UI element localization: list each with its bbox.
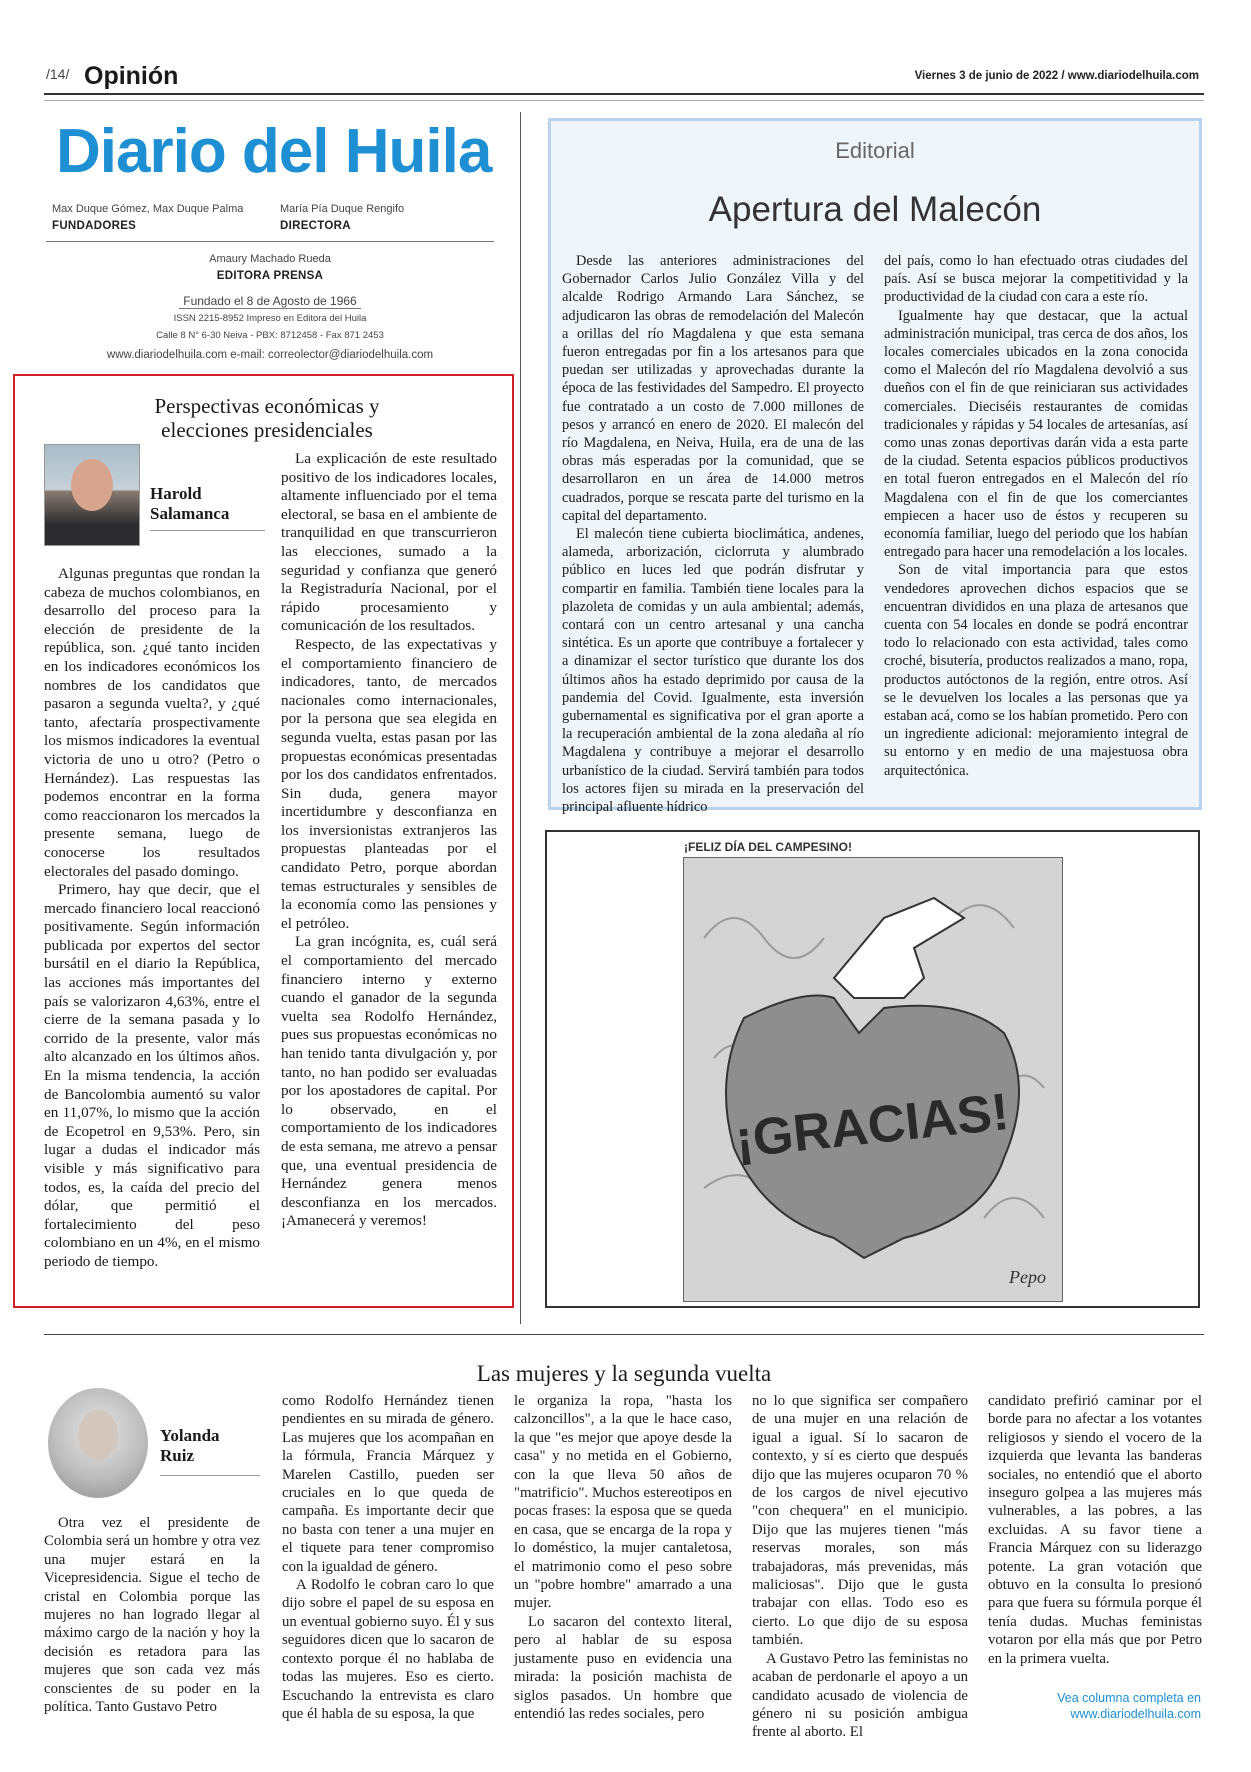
column2-col1 <box>44 1514 260 1716</box>
address-line: Calle 8 N° 6-30 Neiva - PBX: 8712458 - Fax 871 2453 <box>156 330 384 341</box>
author-last: Salamanca <box>150 504 230 523</box>
contact-line: www.diariodelhuila.com e-mail: correolector@diariodelhuila.com <box>106 349 434 361</box>
cartoon-signature: Pepo <box>1009 1267 1046 1287</box>
paragraph: Desde las anteriores administraciones del Gobernador Carlos Julio González Villa y del alcalde Rodrigo Armando Lara Sánchez, se adjudicaron las obras de remodelación del Malecón a orillas del río Magdalena y que esta semana fueron entregadas por fin a los artesanos para que puedan ser utilizadas y aprovechadas durante la época de las festividades del Sampedro. El proyecto fue contratado a un costo de 7.000 millones de pesos y arrancó en enero de 2020. El malecón del río Magdalena, en Neiva, Huila, era de una de las obras más esperadas por la comunidad, que se desarrollaron en un área de 14.000 metros cuadrados, porque se rescata parte del turismo en la capital del departamento. <box>562 253 864 524</box>
column2-title: Las mujeres y la segunda vuelta <box>476 1361 772 1386</box>
founders-names: Max Duque Gómez, Max Duque Palma <box>52 203 244 215</box>
page-number: /14/ <box>46 66 70 82</box>
paragraph: candidato prefirió caminar por el borde para no afectar a los votantes religiosos y siendo el vocero de la izquierda que levanta las banderas sociales, no entendió que el aborto inseguro golpea a las mujeres más vulnerables, a las pobres, a las excluidas. A su favor tiene a Francia Márquez con su liderazgo potente. La gran votación que obtuvo en la consulta lo presionó para que fuera su fórmula porque él tenía dudas. Muchas feministas votaron por ella más que por Petro en la primera vuelta. <box>988 1393 1202 1667</box>
paragraph: no lo que significa ser compañero de una mujer en una relación de igual a igual. Sí lo sacaron de contexto, y sí es cierto que después dijo que las mujeres ocuparon 70 % de los cargos de nivel ejecutivo "con chequera" en el municipio. Dijo que las mujeres tienen "más reservas morales, son más trabajadoras, más prevenidas, más maliciosas". Dijo que le gusta trabajar con ellas. Todo eso es cierto. Lo que dijo de su esposa también. <box>752 1393 968 1649</box>
paragraph: A Rodolfo le cobran caro lo que dijo sobre el papel de su esposa en un eventual gobierno suyo. Él y sus seguidores dicen que lo sacaron de contexto porque él no hablaba de todas las mujeres. Eso es cierto. Escuchando la entrevista es claro que él habla de su esposa, la que <box>282 1577 494 1722</box>
editorial-title: Apertura del Malecón <box>708 190 1042 229</box>
paragraph: como Rodolfo Hernández tienen pendientes en su mirada de género. Las mujeres que los acompañan en la fórmula, Francia Márquez y Marelen Castillo, pueden ser cruciales en lo que queda de campaña. Es importante decir que no basta con tener a una mujer en el tiquete para tener compromiso con la igualdad de género. <box>282 1393 494 1575</box>
section-title: Opinión <box>84 62 179 90</box>
column2-col3 <box>514 1392 732 1723</box>
paragraph: Respecto, de las expectativas y el comportamiento financiero de indicadores, tanto, de mercados nacionales como internacionales, por la persona que sea elegida en segunda vuelta, estas pasan por las propuestas económicas presentadas por los dos candidatos enfrentados. Sin duda, genera mayor incertidumbre y desconfianza en los inversionistas extranjeros las propuestas planteadas por el candidato Petro, porque abordan temas estructurales y sensibles de la economía como las pensiones y el petróleo. <box>281 635 497 932</box>
author-photo-yolanda <box>48 1388 148 1498</box>
author-rule <box>160 1475 260 1476</box>
paragraph: A Gustavo Petro las feministas no acaban de perdonarle el apoyo a un candidato acusado de violencia de género ni su posición ambigua frente al aborto. El <box>752 1650 968 1741</box>
read-more-line2: www.diariodelhuila.com <box>1070 1707 1201 1721</box>
editorial-label: Editorial <box>835 138 915 163</box>
header-rule <box>44 93 1204 95</box>
column2-col5 <box>988 1392 1202 1668</box>
director-name: María Pía Duque Rengifo <box>280 203 405 215</box>
column1-title-line2: elecciones presidenciales <box>161 418 373 442</box>
editorial-left-text <box>562 252 864 816</box>
header-rule-thin <box>44 100 1204 101</box>
cartoon-text: ¡GRACIAS! <box>732 1082 1012 1170</box>
paragraph: del país, como lo han efectuado otras ciudades del país. Así se busca mejorar la competitividad y la productividad de la ciudad con cara a este río. <box>884 253 1188 306</box>
read-more-link[interactable] <box>1057 1690 1201 1722</box>
masthead-divider <box>46 241 494 242</box>
paragraph: La gran incógnita, es, cuál será el comportamiento del mercado financiero interno y externo cuando el ganador de la segunda vuelta sea Rodolfo Hernández, pues sus propuestas económicas no han tenido tanta divulgación y, por tanto, no han podido ser evaluadas por los apostadores de capital. Por lo observado, en el comportamiento de los indicadores de esta semana, me atrevo a pensar que, una eventual presidencia de Hernández genera menos desconfianza en los mercados. ¡Amanecerá y veremos! <box>281 933 497 1230</box>
column2-col4 <box>752 1392 968 1742</box>
cartoon-caption: ¡FELIZ DÍA DEL CAMPESINO! <box>684 840 852 854</box>
founders-label: FUNDADORES <box>52 220 137 232</box>
paragraph: Son de vital importancia para que estos vendedores aprovechen dichos espacios que se encuentran divididos en una plaza de artesanos que cuenta con 54 locales en donde se podrá encontrar todo lo relacionado con esta actividad, tales como croché, bisutería, productos realizados a mano, ropa, productos autóctonos de la región, entre otros. Así se le devuelven los locales a las personas que ya estaban acá, como se los habían prometido. Pero con un ingrediente adicional: mejoramiento integral de su entorno y en medio de una majestuosa obra arquitectónica. <box>884 562 1188 779</box>
map-shape <box>834 898 964 998</box>
bottom-section-rule <box>44 1334 1204 1335</box>
column2-col2 <box>282 1392 494 1723</box>
cartoon-image <box>683 857 1063 1302</box>
column1-title-line1: Perspectivas económicas y <box>154 394 380 418</box>
founded-text: Fundado el 8 de Agosto de 1966 <box>179 294 360 309</box>
editorial-right-text <box>884 252 1188 780</box>
masthead-logo: Diario del Huila <box>56 117 492 186</box>
date-site: Viernes 3 de junio de 2022 / www.diariodelhuila.com <box>914 70 1199 82</box>
author-photo-harold <box>44 444 140 546</box>
editor-label: EDITORA PRENSA <box>216 270 324 282</box>
paragraph: Algunas preguntas que rondan la cabeza de muchos colombianos, en desarrollo del proceso para la elección de presidente de la república, son. ¿qué tanto inciden en los indicadores económicos los nombres de los candidatos que pasaron a segunda vuelta?, y ¿qué tanto, afectaría prospectivamente los mismos indicadores la eventual victoria de uno u otro? (Petro o Hernández). Las respuestas las podemos encontrar en la forma como reaccionaron los mercados la presente semana, luego de conocerse los resultados electorales del pasado domingo. <box>44 565 260 880</box>
face-shape <box>78 1410 118 1460</box>
column1-title <box>40 394 494 442</box>
author-last: Ruiz <box>160 1446 194 1465</box>
paragraph: Primero, hay que decir, que el mercado financiero local reaccionó positivamente. Según información publicada por expertos del sector bursátil en el diario la República, las acciones más importantes del país se valorizaron 4,63%, entre el cierre de la semana pasada y lo corrido de la presente, valor más alto alcanzado en los últimos años. En la misma tendencia, la acción de Bancolombia aumentó su valor en 11,07%, lo mismo que la acción de Ecopetrol en 9,53%. Pero, sin lugar a dudas el indicador más visible y más significativo para todos, es, la caída del precio del dólar, que permitió el fortalecimiento del peso colombiano en un 4%, en el mismo periodo de tiempo. <box>44 881 260 1270</box>
director-label: DIRECTORA <box>280 220 351 232</box>
paragraph: le organiza la ropa, "hasta los calzoncillos", a la que le hace caso, la que "es mejor que apoye desde la casa" y no metida en el Gobierno, con la que lleva 50 años de "matrificio". Muchos estereotipos en pocas frases: la esposa que se queda en casa, que se encarga de la ropa y lo doméstico, la mujer cantaletosa, el matrimonio como el peso sobre un "pobre hombre" amarrado a una mujer. <box>514 1393 732 1612</box>
face-shape <box>71 459 113 511</box>
paragraph: El malecón tiene cubierta bioclimática, andenes, alameda, arborización, ciclorruta y alumbrado público en luces led que podrán disfrutar y compartir en familia. También tiene locales para la plazoleta de comidas y un aula ambiental; además, contará con un centro artesanal y una cancha sintética. Es un aporte que contribuye a fortalecer y a dinamizar el sector turístico que durante los dos últimos años ha estado deprimido por causa de la pandemia del Covid. Igualmente, esta inversión gubernamental es significativa por el gran aporte a la recuperación ambiental de la zona aledaña al río Magdalena y contribuye a mejorar el desarrollo urbanístico de la ciudad. Servirá también para todos los actores fijen su mirada en la preservación del principal afluente hídrico <box>562 526 864 816</box>
column-divider <box>520 112 521 1324</box>
paragraph: Igualmente hay que destacar, que la actual administración municipal, tras cerca de dos años, los locales comerciales ubicados en la zona conocida como el Malecón del río Magdalena devolvió a sus dueños con el fin de que reiniciaran sus actividades comerciales. Dieciséis restaurantes de comidas tradicionales y rápidas y 54 locales de artesanías, así como unas zonas deportivas darán vida a esta parte de la ciudad. Setenta espacios públicos productivos en total fueron entregados en el Malecón del río Magdalena con el fin de que los comerciantes empiecen a hacer uso de éstos y recuperen su economía familiar, luego del periodo que los habían entregado para hacer una remodelación a los locales. <box>884 307 1188 561</box>
author-rule <box>150 530 265 531</box>
author-first: Harold <box>150 484 202 503</box>
column1-right-text <box>281 450 497 1231</box>
cartoon-drawing <box>684 858 1062 1301</box>
issn-line: ISSN 2215-8952 Impreso en Editora del Huila <box>173 313 367 324</box>
paragraph: Otra vez el presidente de Colombia será un hombre y otra vez una mujer estará en la Vicepresidencia. Sigue el techo de cristal en Colombia porque las mujeres no han logrado llegar al máximo cargo de la nación y hoy la decisión es retadora para las mujeres que son cada vez más conscientes de su poder en la política. Tanto Gustavo Petro <box>44 1515 260 1716</box>
column1-author <box>150 484 229 524</box>
paragraph: La explicación de este resultado positivo de los indicadores locales, altamente influenciado por el tema electoral, se basa en el ambiente de tranquilidad en que transcurrieron las elecciones, sumado a la seguridad y confianza que generó la Registraduría Nacional, por el rápido procesamiento y comunicación de los resultados. <box>281 450 497 635</box>
author-first: Yolanda <box>160 1426 220 1445</box>
read-more-line1: Vea columna completa en <box>1057 1691 1201 1705</box>
column2-author <box>160 1426 220 1466</box>
editor-name: Amaury Machado Rueda <box>209 253 331 265</box>
founded-line <box>46 294 494 308</box>
paragraph: Lo sacaron del contexto literal, pero al hablar de su esposa justamente puso en evidencia una mirada: la posición machista de siglos pasados. Un hombre que entendió las redes sociales, pero <box>514 1613 732 1722</box>
column1-left-text <box>44 565 260 1272</box>
